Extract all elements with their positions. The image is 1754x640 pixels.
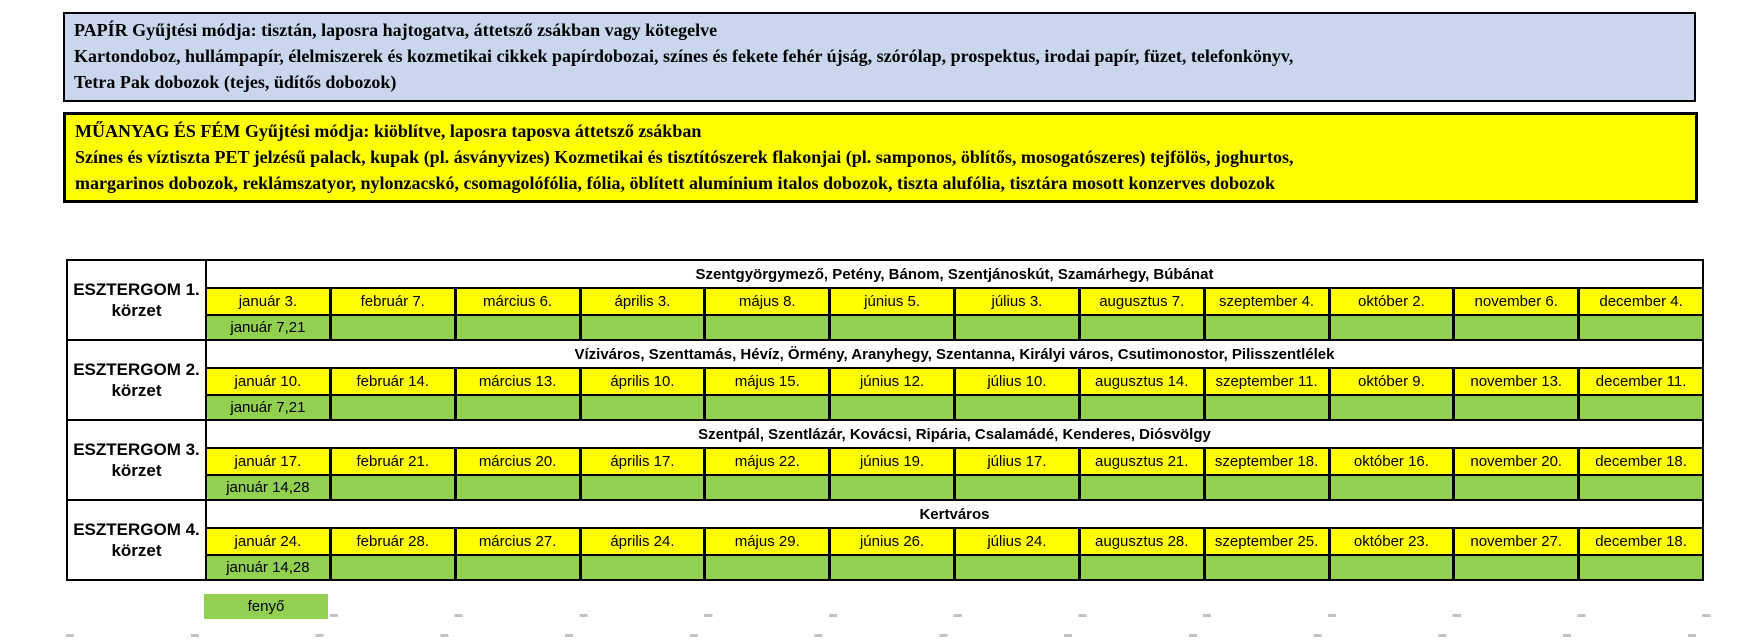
district-areas: Szentpál, Szentlázár, Kovácsi, Ripária, Csalamádé, Kenderes, Diósvölgy (207, 421, 1702, 449)
date-cell: január 24. (207, 529, 329, 554)
fenyo-dates-row (207, 394, 1702, 419)
date-cell: február 28. (332, 529, 454, 554)
date-cell: június 19. (831, 449, 953, 474)
monthly-dates-row (207, 529, 1702, 554)
fenyo-date-cell (1081, 316, 1203, 339)
fenyo-legend-cell: fenyő (204, 594, 328, 619)
date-cell: június 5. (831, 289, 953, 314)
fenyo-date-cell (706, 396, 828, 419)
gridline-hints-row (330, 614, 1735, 617)
district-areas: Víziváros, Szenttamás, Hévíz, Örmény, Aranyhegy, Szentanna, Királyi város, Csutimonostor, Pilisszentlélek (207, 341, 1702, 369)
district-name-suffix: körzet (111, 541, 162, 560)
fenyo-date-cell: január 7,21 (207, 316, 329, 339)
paper-info-line: Kartondoboz, hullámpapír, élelmiszerek és kozmetikai cikkek papírdobozai, színes és fekete fehér újság, szórólap, prospektus, irodai papír, füzet, telefonkönyv, (74, 46, 1294, 66)
date-cell: február 14. (332, 369, 454, 394)
fenyo-date-cell (1206, 556, 1328, 579)
monthly-dates-row (207, 289, 1702, 314)
district-block-1 (68, 261, 1702, 341)
fenyo-date-cell (1081, 396, 1203, 419)
date-cell: március 20. (457, 449, 579, 474)
fenyo-date-cell (706, 476, 828, 499)
district-label (68, 501, 207, 579)
fenyo-date-cell: január 14,28 (207, 556, 329, 579)
fenyo-date-cell (831, 396, 953, 419)
date-cell: május 29. (706, 529, 828, 554)
district-content (207, 341, 1702, 419)
date-cell: augusztus 28. (1081, 529, 1203, 554)
plastic-metal-info-line: margarinos dobozok, reklámszatyor, nylonzacskó, csomagolófólia, fólia, öblített alumínium italos dobozok, tiszta alufólia, tisztára mosott konzerves dobozok (75, 173, 1275, 193)
gridline-hints-row (66, 634, 1740, 637)
date-cell: február 21. (332, 449, 454, 474)
fenyo-date-cell (1580, 316, 1702, 339)
plastic-metal-info-box (63, 112, 1698, 203)
date-cell: február 7. (332, 289, 454, 314)
date-cell: december 18. (1580, 529, 1702, 554)
paper-info-box (63, 12, 1696, 102)
fenyo-date-cell (582, 316, 704, 339)
fenyo-date-cell (956, 396, 1078, 419)
fenyo-date-cell (831, 476, 953, 499)
fenyo-date-cell (457, 316, 579, 339)
date-cell: június 12. (831, 369, 953, 394)
fenyo-date-cell (332, 396, 454, 419)
district-name: ESZTERGOM 4. (73, 520, 200, 539)
plastic-metal-info-line: Színes és víztiszta PET jelzésű palack, kupak (pl. ásványvizes) Kozmetikai és tisztítószerek flakonjai (pl. samponos, öblítős, mosogatószeres) tejfölös, joghurtos, (75, 147, 1294, 167)
district-areas: Szentgyörgymező, Petény, Bánom, Szentjánoskút, Szamárhegy, Búbánat (207, 261, 1702, 289)
district-name-suffix: körzet (111, 381, 162, 400)
district-content (207, 421, 1702, 499)
fenyo-date-cell (1206, 396, 1328, 419)
plastic-metal-info-line: MŰANYAG ÉS FÉM Gyűjtési módja: kiöblítve, laposra taposva áttetsző zsákban (75, 121, 702, 141)
fenyo-date-cell (582, 396, 704, 419)
date-cell: március 13. (457, 369, 579, 394)
fenyo-date-cell: január 14,28 (207, 476, 329, 499)
date-cell: augusztus 14. (1081, 369, 1203, 394)
fenyo-date-cell (457, 476, 579, 499)
district-block-3 (68, 421, 1702, 501)
district-label (68, 421, 207, 499)
fenyo-date-cell (1331, 556, 1453, 579)
district-name: ESZTERGOM 3. (73, 440, 200, 459)
date-cell: november 20. (1455, 449, 1577, 474)
fenyo-date-cell (457, 556, 579, 579)
date-cell: január 17. (207, 449, 329, 474)
date-cell: november 6. (1455, 289, 1577, 314)
date-cell: január 10. (207, 369, 329, 394)
fenyo-date-cell (1455, 476, 1577, 499)
district-name-suffix: körzet (111, 301, 162, 320)
date-cell: szeptember 11. (1206, 369, 1328, 394)
fenyo-date-cell (1206, 316, 1328, 339)
fenyo-date-cell (1580, 396, 1702, 419)
fenyo-date-cell (457, 396, 579, 419)
fenyo-date-cell (1455, 396, 1577, 419)
date-cell: július 10. (956, 369, 1078, 394)
date-cell: október 9. (1331, 369, 1453, 394)
date-cell: április 17. (582, 449, 704, 474)
date-cell: december 4. (1580, 289, 1702, 314)
date-cell: július 24. (956, 529, 1078, 554)
paper-info-line: Tetra Pak dobozok (tejes, üdítős dobozok) (74, 72, 397, 92)
date-cell: augusztus 7. (1081, 289, 1203, 314)
date-cell: augusztus 21. (1081, 449, 1203, 474)
fenyo-date-cell (1331, 316, 1453, 339)
fenyo-date-cell (332, 476, 454, 499)
date-cell: november 27. (1455, 529, 1577, 554)
district-label (68, 341, 207, 419)
date-cell: október 2. (1331, 289, 1453, 314)
date-cell: március 6. (457, 289, 579, 314)
fenyo-date-cell (706, 556, 828, 579)
fenyo-dates-row (207, 314, 1702, 339)
date-cell: április 10. (582, 369, 704, 394)
fenyo-date-cell (1081, 556, 1203, 579)
district-name: ESZTERGOM 1. (73, 280, 200, 299)
date-cell: január 3. (207, 289, 329, 314)
fenyo-date-cell (1331, 396, 1453, 419)
fenyo-date-cell (1081, 476, 1203, 499)
district-content (207, 501, 1702, 579)
district-block-4 (68, 501, 1702, 579)
date-cell: április 3. (582, 289, 704, 314)
date-cell: április 24. (582, 529, 704, 554)
fenyo-dates-row (207, 474, 1702, 499)
fenyo-date-cell (956, 476, 1078, 499)
date-cell: május 22. (706, 449, 828, 474)
date-cell: május 15. (706, 369, 828, 394)
fenyo-date-cell (582, 556, 704, 579)
date-cell: március 27. (457, 529, 579, 554)
fenyo-date-cell (332, 556, 454, 579)
district-areas: Kertváros (207, 501, 1702, 529)
fenyo-date-cell: január 7,21 (207, 396, 329, 419)
fenyo-date-cell (1206, 476, 1328, 499)
date-cell: október 16. (1331, 449, 1453, 474)
district-name: ESZTERGOM 2. (73, 360, 200, 379)
fenyo-date-cell (582, 476, 704, 499)
date-cell: december 18. (1580, 449, 1702, 474)
fenyo-date-cell (1455, 316, 1577, 339)
date-cell: november 13. (1455, 369, 1577, 394)
district-block-2 (68, 341, 1702, 421)
monthly-dates-row (207, 369, 1702, 394)
fenyo-date-cell (831, 556, 953, 579)
fenyo-date-cell (956, 316, 1078, 339)
date-cell: szeptember 18. (1206, 449, 1328, 474)
date-cell: május 8. (706, 289, 828, 314)
date-cell: szeptember 4. (1206, 289, 1328, 314)
date-cell: szeptember 25. (1206, 529, 1328, 554)
district-label (68, 261, 207, 339)
fenyo-date-cell (1455, 556, 1577, 579)
fenyo-date-cell (956, 556, 1078, 579)
fenyo-dates-row (207, 554, 1702, 579)
paper-info-line: PAPÍR Gyűjtési módja: tisztán, laposra hajtogatva, áttetsző zsákban vagy kötegelve (74, 20, 718, 40)
date-cell: június 26. (831, 529, 953, 554)
date-cell: július 3. (956, 289, 1078, 314)
district-content (207, 261, 1702, 339)
district-name-suffix: körzet (111, 461, 162, 480)
collection-schedule-table (66, 259, 1704, 581)
monthly-dates-row (207, 449, 1702, 474)
fenyo-date-cell (706, 316, 828, 339)
date-cell: december 11. (1580, 369, 1702, 394)
fenyo-date-cell (1580, 556, 1702, 579)
date-cell: július 17. (956, 449, 1078, 474)
fenyo-date-cell (831, 316, 953, 339)
fenyo-date-cell (1331, 476, 1453, 499)
fenyo-date-cell (1580, 476, 1702, 499)
date-cell: október 23. (1331, 529, 1453, 554)
fenyo-date-cell (332, 316, 454, 339)
